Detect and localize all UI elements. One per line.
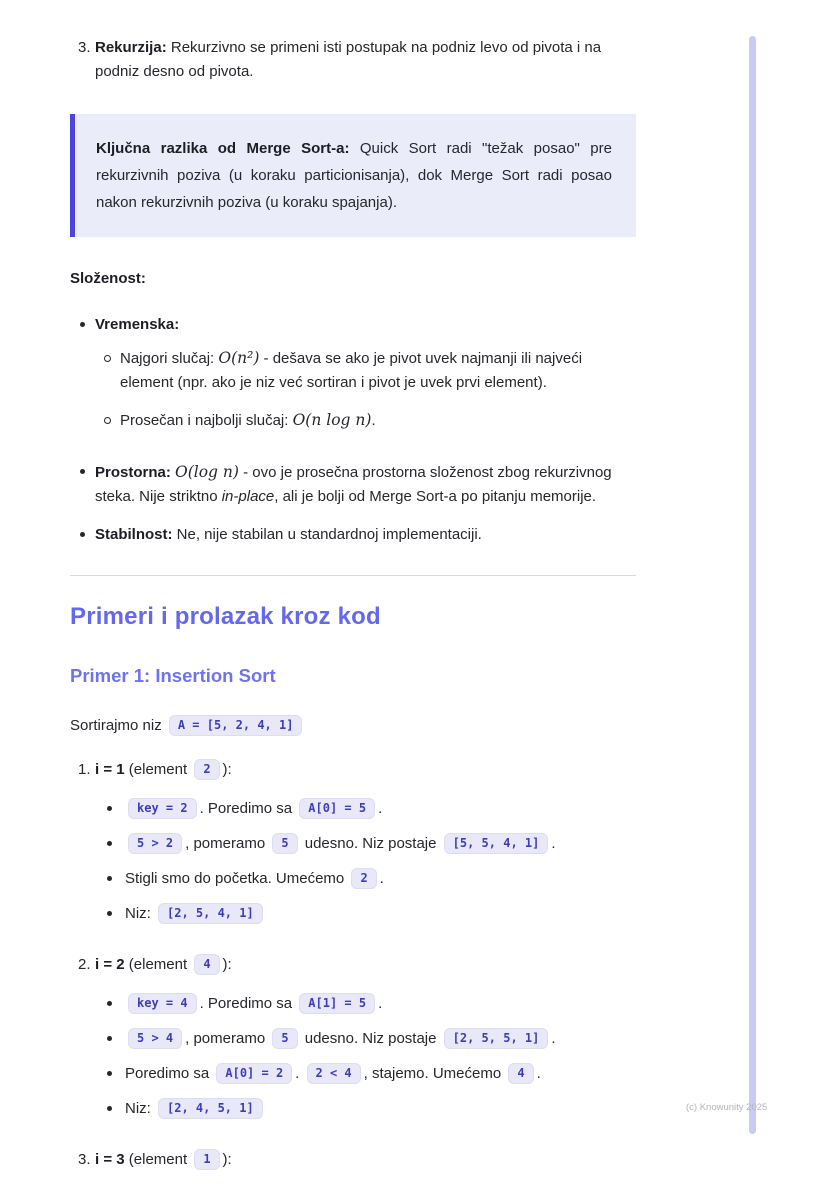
bullet-text: [95, 460, 636, 509]
step-title: [95, 1148, 636, 1172]
inline-code-chip: [5, 5, 4, 1]: [444, 833, 549, 854]
text-segment: (element: [124, 1151, 192, 1168]
text-segment: .: [371, 412, 376, 429]
text-segment: udesno. Niz postaje: [300, 1030, 441, 1047]
callout-text: [96, 135, 612, 216]
step-bullet: [95, 1027, 636, 1051]
step-bullet-text: [125, 867, 636, 891]
inline-code-chip: [2, 5, 5, 1]: [444, 1028, 549, 1049]
text-segment: Prosečan i najbolji slučaj:: [120, 412, 293, 429]
text-segment: udesno. Niz postaje: [300, 835, 441, 852]
text-segment: Vremenska:: [95, 316, 180, 333]
text-segment: - dešava se ako je pivot uvek najmanji ili najveći element (npr. ako je niz već sortiran i pivot je uvek prvi element).: [120, 350, 583, 391]
text-segment: Ključna razlika od Merge Sort-a:: [96, 140, 360, 157]
step-number: 1.: [78, 761, 91, 778]
text-segment: ):: [222, 761, 232, 778]
text-segment: Prostorna:: [95, 464, 176, 481]
text-segment: Poredimo sa: [125, 1065, 214, 1082]
slozenost-heading: Složenost:: [70, 270, 146, 287]
text-segment: Rekurzija:: [95, 39, 171, 56]
text-segment: i = 3: [95, 1151, 125, 1168]
callout-box: [70, 114, 636, 237]
text-segment: , pomeramo: [185, 1030, 270, 1047]
inline-code-chip: 5: [272, 1028, 297, 1049]
inline-code-chip: 4: [508, 1063, 533, 1084]
watermark: (c) Knowunity 2025: [686, 1102, 768, 1113]
text-segment: .: [378, 800, 383, 817]
inline-code-chip: 4: [194, 954, 219, 975]
step-bullet-text: [125, 1027, 636, 1051]
step-bullet: [95, 992, 636, 1016]
text-segment: i = 1: [95, 761, 125, 778]
inline-code-chip: 5 > 2: [128, 833, 182, 854]
vremenska-sublist: [95, 346, 636, 433]
inline-code-chip: A = [5, 2, 4, 1]: [169, 715, 303, 736]
text-segment: Niz:: [125, 905, 155, 922]
text-segment: i = 2: [95, 956, 125, 973]
step-item-3: [70, 1148, 636, 1187]
bullet-text: [95, 523, 636, 547]
inline-code-chip: 5 > 4: [128, 1028, 182, 1049]
text-segment: . Poredimo sa: [199, 800, 297, 817]
step-bullet-text: [125, 902, 636, 926]
text-segment: - ovo je prosečna prostorna složenost zbog rekurzivnog steka. Nije striktno: [95, 464, 612, 505]
text-segment: ):: [222, 956, 232, 973]
step-bullet-text: [125, 797, 636, 821]
subsection-heading: Primer 1: Insertion Sort: [70, 665, 276, 686]
text-segment: Quick Sort radi "težak posao" pre rekurzivnih poziva (u koraku particionisanja), dok Merge Sort radi posao nakon rekurzivnih poziva (u koraku spajanja).: [96, 140, 612, 211]
text-segment: in-place: [221, 488, 275, 505]
step-bullet-text: [125, 1097, 636, 1121]
text-segment: .: [536, 1065, 541, 1082]
text-segment: O(n log n): [292, 411, 372, 429]
text-segment: , pomeramo: [185, 835, 270, 852]
step-bullet-text: [125, 832, 636, 856]
inline-code-chip: 2: [194, 759, 219, 780]
step-bullet-list: [95, 992, 636, 1121]
bullet-vremenska: [70, 313, 636, 446]
text-segment: .: [379, 870, 384, 887]
text-segment: .: [295, 1065, 304, 1082]
text-segment: .: [551, 835, 556, 852]
text-segment: .: [378, 995, 383, 1012]
sub-bullet-prosecan: [95, 408, 636, 433]
inline-code-chip: [2, 4, 5, 1]: [158, 1098, 263, 1119]
insertion-sort-steps: [70, 758, 636, 1187]
step-item-1: [70, 758, 636, 937]
text-segment: , ali je bolji od Merge Sort-a po pitanju memorije.: [274, 488, 597, 505]
inline-code-chip: 1: [194, 1149, 219, 1170]
text-segment: .: [551, 1030, 556, 1047]
bullet-prostorna: [70, 460, 636, 509]
text-segment: ):: [222, 1151, 232, 1168]
text-segment: (element: [124, 956, 192, 973]
sub-bullet-text: [120, 408, 636, 433]
text-segment: Ne, nije stabilan u standardnoj implementaciji.: [176, 526, 482, 543]
section-divider: [70, 575, 636, 576]
step-number: 2.: [78, 956, 91, 973]
inline-code-chip: key = 2: [128, 798, 197, 819]
step-bullet: [95, 902, 636, 926]
step-number: 3.: [78, 1151, 91, 1168]
step-bullet: [95, 832, 636, 856]
text-segment: , stajemo. Umećemo: [363, 1065, 506, 1082]
intro-paragraph: [70, 714, 636, 738]
step-title: [95, 758, 636, 782]
step-bullet-text: [125, 992, 636, 1016]
inline-code-chip: 5: [272, 833, 297, 854]
inline-code-chip: 2 < 4: [307, 1063, 361, 1084]
step-title: [95, 953, 636, 977]
inline-code-chip: A[1] = 5: [299, 993, 375, 1014]
text-segment: Sortirajmo niz: [70, 717, 166, 734]
page-scroll-indicator[interactable]: [749, 36, 756, 1134]
step-bullet-list: [95, 797, 636, 926]
sub-bullet-najgori: [95, 346, 636, 395]
text-segment: (element: [124, 761, 192, 778]
step-bullet: [95, 1097, 636, 1121]
slozenost-list: [70, 313, 636, 547]
numbered-item-text: [95, 36, 636, 84]
sub-bullet-text: [120, 346, 636, 395]
text-segment: Najgori slučaj:: [120, 350, 219, 367]
section-heading: Primeri i prolazak kroz kod: [70, 603, 381, 630]
inline-code-chip: [2, 5, 4, 1]: [158, 903, 263, 924]
step-bullet: [95, 797, 636, 821]
text-segment: Niz:: [125, 1100, 155, 1117]
bullet-stabilnost: [70, 523, 636, 547]
inline-code-chip: A[0] = 2: [216, 1063, 292, 1084]
list-number: 3.: [78, 39, 91, 56]
step-item-2: [70, 953, 636, 1132]
step-bullet: [95, 867, 636, 891]
step-bullet-text: [125, 1062, 636, 1086]
inline-code-chip: 2: [351, 868, 376, 889]
bullet-text: [95, 313, 636, 337]
text-segment: Rekurzivno se primeni isti postupak na podniz levo od pivota i na podniz desno od pivota.: [95, 39, 602, 80]
text-segment: . Poredimo sa: [199, 995, 297, 1012]
inline-code-chip: key = 4: [128, 993, 197, 1014]
inline-code-chip: A[0] = 5: [299, 798, 375, 819]
step-bullet: [95, 1062, 636, 1086]
text-segment: Stigli smo do početka. Umećemo: [125, 870, 349, 887]
document-content: [70, 36, 636, 1203]
numbered-item-rekurzija: [70, 36, 636, 84]
text-segment: O(log n): [175, 463, 239, 481]
text-segment: O(n²): [218, 349, 260, 367]
text-segment: Stabilnost:: [95, 526, 177, 543]
